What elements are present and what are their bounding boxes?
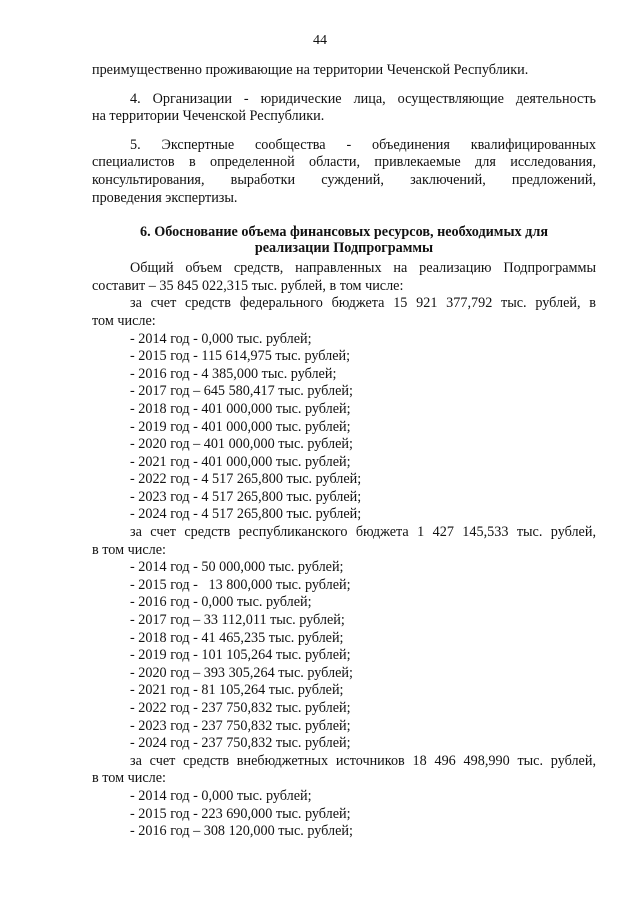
list-item: - 2022 год - 237 750,832 тыс. рублей; [130, 700, 351, 716]
definition-5-line1: 5. Экспертные сообщества - объединения квалифицированных [130, 136, 596, 153]
total-line1: Общий объем средств, направленных на реализацию Подпрограммы [130, 260, 596, 277]
list-item: - 2017 год – 645 580,417 тыс. рублей; [130, 383, 353, 400]
list-item: - 2015 год - 115 614,975 тыс. рублей; [130, 348, 351, 365]
definition-4-line2: на территории Чеченской Республики. [92, 108, 325, 125]
list-item: - 2020 год – 401 000,000 тыс. рублей; [130, 436, 353, 453]
extrabudget-line1: за счет средств внебюджетных источников 18 496 498,990 тыс. рублей, [130, 752, 596, 769]
section-heading-line1: 6. Обоснование объема финансовых ресурсов, необходимых для [140, 224, 548, 241]
list-item: - 2022 год - 4 517 265,800 тыс. рублей; [130, 471, 362, 488]
page-number: 44 [313, 33, 327, 48]
republic-year-list [130, 559, 596, 753]
list-item: - 2021 год - 81 105,264 тыс. рублей; [130, 682, 344, 699]
section-heading-line2: реализации Подпрограммы [254, 239, 434, 256]
extrabudget-line2: в том числе: [92, 770, 166, 787]
federal-line2: том числе: [92, 312, 156, 329]
intro-line: преимущественно проживающие на территории Чеченской Республики. [92, 62, 529, 78]
definition-item-4 [92, 91, 596, 126]
list-item: - 2019 год - 401 000,000 тыс. рублей; [130, 418, 351, 435]
republic-line2: в том числе: [92, 541, 166, 558]
page-content [92, 62, 596, 841]
list-item: - 2018 год - 401 000,000 тыс. рублей; [130, 400, 351, 417]
definition-4-line1: 4. Организации - юридические лица, осуществляющие деятельность [130, 90, 596, 107]
definition-5-line2: специалистов в определенной области, привлекаемые для исследования, [92, 154, 596, 171]
list-item: - 2014 год - 0,000 тыс. рублей; [130, 330, 312, 347]
list-item: - 2019 год - 101 105,264 тыс. рублей; [130, 647, 351, 664]
section-heading [92, 225, 596, 256]
list-item: - 2016 год - 0,000 тыс. рублей; [130, 594, 312, 611]
list-item: - 2016 год – 308 120,000 тыс. рублей; [130, 823, 353, 840]
definition-5-line4: проведения экспертизы. [92, 189, 238, 206]
definition-item-5 [92, 137, 596, 207]
list-item: - 2018 год - 41 465,235 тыс. рублей; [130, 629, 344, 646]
list-item: - 2015 год - 13 800,000 тыс. рублей; [130, 576, 351, 593]
definition-5-line3: консультирования, выработки суждений, заключений, предложений, [92, 171, 596, 188]
list-item: - 2017 год – 33 112,011 тыс. рублей; [130, 612, 345, 629]
list-item: - 2014 год - 50 000,000 тыс. рублей; [130, 559, 344, 576]
list-item: - 2016 год - 4 385,000 тыс. рублей; [130, 365, 337, 382]
total-line2: составит – 35 845 022,315 тыс. рублей, в том числе: [92, 277, 404, 294]
federal-year-list [130, 331, 596, 525]
list-item: - 2021 год - 401 000,000 тыс. рублей; [130, 453, 351, 470]
list-item: - 2014 год - 0,000 тыс. рублей; [130, 787, 312, 804]
list-item: - 2015 год - 223 690,000 тыс. рублей; [130, 805, 351, 822]
list-item: - 2020 год – 393 305,264 тыс. рублей; [130, 664, 353, 681]
list-item: - 2023 год - 237 750,832 тыс. рублей; [130, 717, 351, 734]
extrabudget-year-list [130, 788, 596, 841]
list-item: - 2023 год - 4 517 265,800 тыс. рублей; [130, 488, 362, 505]
list-item: - 2024 год - 237 750,832 тыс. рублей; [130, 735, 351, 752]
list-item: - 2024 год - 4 517 265,800 тыс. рублей; [130, 506, 362, 523]
federal-line1: за счет средств федерального бюджета 15 921 377,792 тыс. рублей, в [130, 295, 596, 312]
republic-line1: за счет средств республиканского бюджета 1 427 145,533 тыс. рублей, [130, 524, 596, 541]
